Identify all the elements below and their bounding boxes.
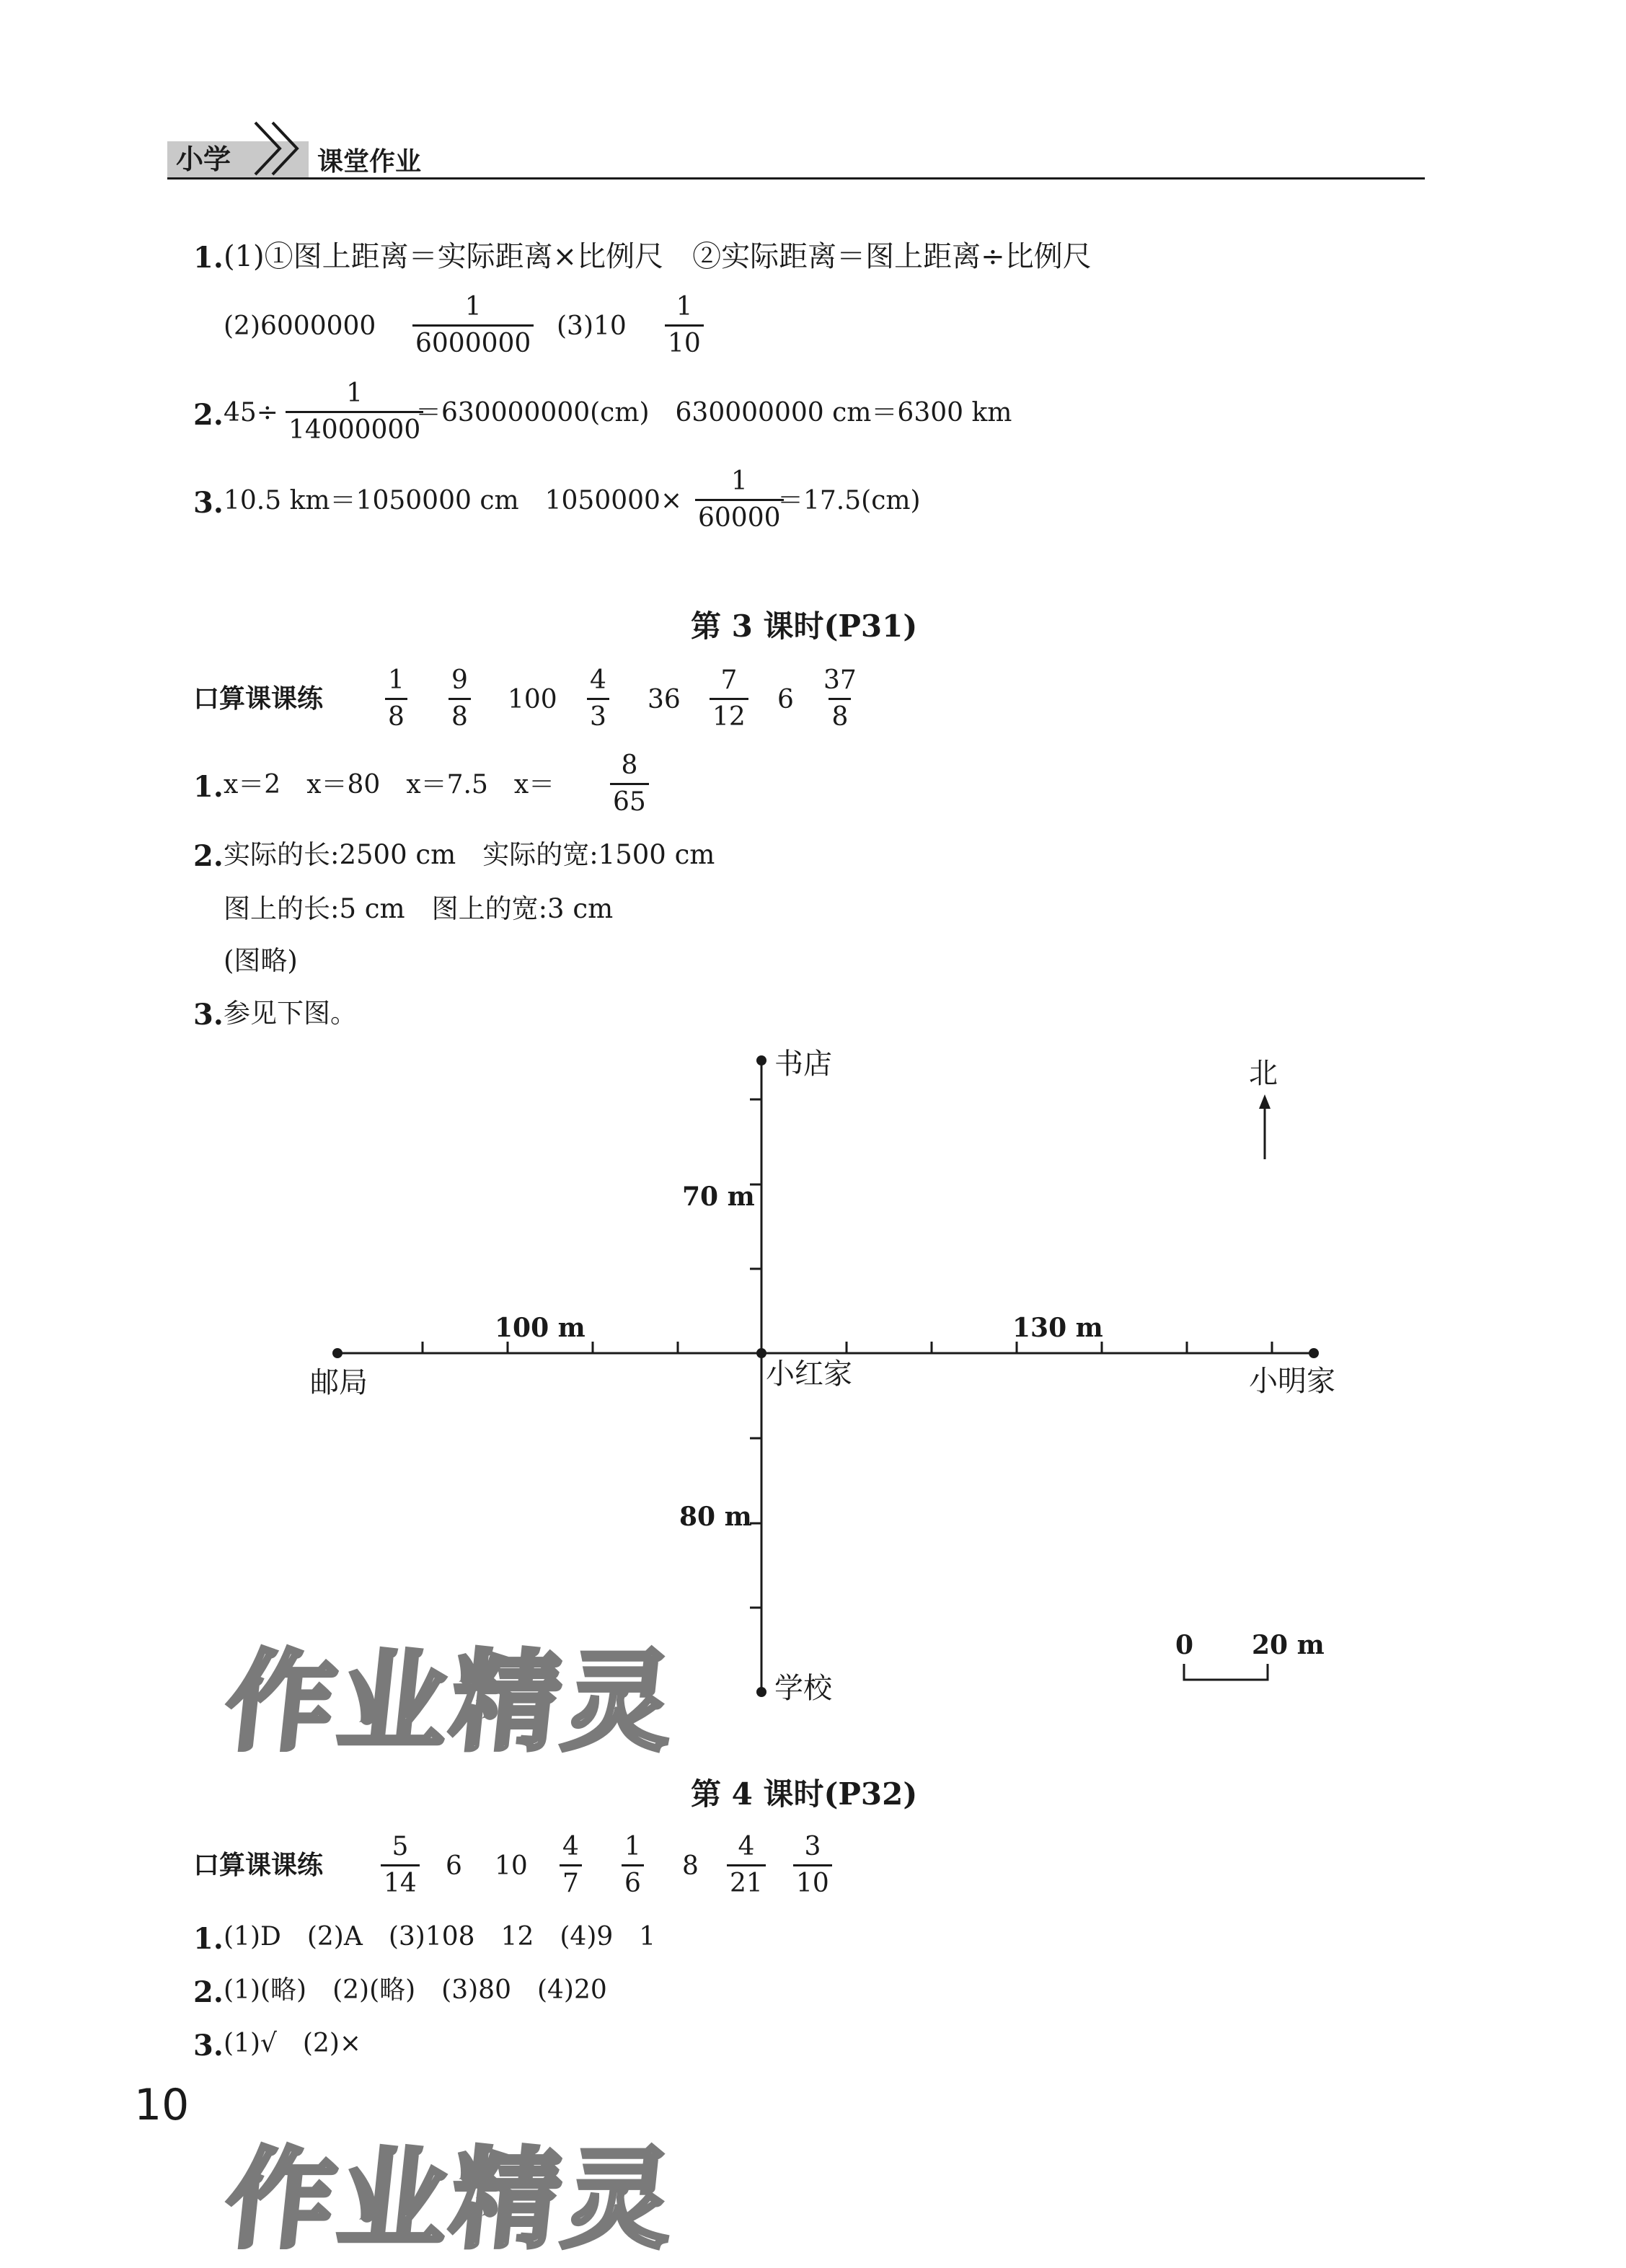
- point-bookstore: [756, 1055, 766, 1066]
- scale-zero: 0: [1175, 1630, 1194, 1660]
- north-arrow-head: [1259, 1094, 1271, 1109]
- fraction-numerator: 5: [392, 1832, 409, 1861]
- q2-post: ＝630000000(cm) 630000000 cm＝6300 km: [415, 398, 1012, 428]
- fraction-denominator: 14: [381, 1864, 420, 1897]
- oral-fraction: [622, 1834, 644, 1897]
- fraction-numerator: 7: [720, 665, 738, 695]
- label-xiaohong-home: 小红家: [766, 1357, 852, 1391]
- oral-fraction: [727, 1834, 766, 1897]
- oral-value: 6: [777, 685, 794, 714]
- fraction-denominator: 8: [385, 698, 407, 730]
- oral-value: 100: [508, 685, 557, 714]
- l4-q3-text: (1)√ (2)×: [224, 2029, 362, 2058]
- l4-q1-text: (1)D (2)A (3)108 12 (4)9 1: [224, 1922, 656, 1952]
- fraction-denominator: 8: [449, 698, 471, 730]
- point-school: [756, 1687, 766, 1697]
- scale-unit: 20 m: [1252, 1630, 1325, 1660]
- oral-value: 36: [648, 685, 681, 714]
- watermark: 作业精灵: [220, 1640, 684, 1766]
- fraction-denominator: 6000000: [412, 324, 534, 357]
- l3-q1-text: x＝2 x＝80 x＝7.5 x＝: [224, 770, 555, 799]
- l4-q2-text: (1)(略) (2)(略) (3)80 (4)20: [224, 1975, 607, 2005]
- l3-q2-line2: 图上的长:5 cm 图上的宽:3 cm: [224, 893, 614, 924]
- header-title: 课堂作业: [317, 147, 422, 177]
- l4-q2-number: 2.: [193, 1975, 224, 2009]
- fraction-numerator: 1: [464, 292, 482, 322]
- l3-q2-line3: (图略): [224, 945, 298, 976]
- label-post-office: 邮局: [310, 1366, 368, 1399]
- fraction-numerator: 1: [346, 378, 363, 408]
- fraction-numerator: 3: [804, 1832, 821, 1861]
- label-dist-east: 130 m: [1012, 1313, 1103, 1343]
- label-dist-west: 100 m: [495, 1313, 586, 1343]
- lesson4-oral-label: 口算课课练: [193, 1851, 324, 1880]
- fraction-numerator: 8: [621, 750, 638, 780]
- q1-line1: (1)①图上距离＝实际距离×比例尺 ②实际距离＝图上距离÷比例尺: [224, 240, 1092, 273]
- fraction-denominator: 21: [727, 1864, 766, 1897]
- fraction-denominator: 65: [610, 783, 649, 815]
- lesson4-title: 第 4 课时(P32): [691, 1776, 918, 1812]
- label-dist-south: 80 m: [679, 1502, 752, 1532]
- label-xiaoming-home: 小明家: [1249, 1365, 1335, 1398]
- fraction-numerator: 37: [823, 665, 857, 695]
- fraction-numerator: 4: [738, 1832, 755, 1861]
- l3-q1-number: 1.: [193, 770, 224, 804]
- fraction-numerator: 1: [388, 665, 405, 695]
- oral-fraction: [793, 1834, 832, 1897]
- q1-part3-label: (3)10: [557, 311, 627, 341]
- fraction-denominator: 7: [560, 1864, 582, 1897]
- q3-pre: 10.5 km＝1050000 cm 1050000×: [224, 486, 683, 515]
- l3-q3-text: 参见下图。: [224, 998, 357, 1029]
- oral-value: 10: [495, 1851, 528, 1881]
- label-school: 学校: [774, 1672, 832, 1705]
- fraction-denominator: 6: [622, 1864, 644, 1897]
- point-xiaoming-home: [1309, 1348, 1319, 1358]
- q1-number: 1.: [193, 241, 224, 275]
- l4-q3-number: 3.: [193, 2029, 224, 2063]
- point-xiaohong-home: [756, 1348, 766, 1358]
- oral-fraction: [381, 1834, 420, 1897]
- fraction-denominator: 60000: [695, 499, 784, 531]
- label-north: 北: [1249, 1057, 1278, 1090]
- point-post-office: [332, 1348, 343, 1358]
- watermark: 作业精灵: [220, 2138, 684, 2263]
- fraction-numerator: 1: [624, 1832, 641, 1861]
- q3-number: 3.: [193, 486, 224, 520]
- label-bookstore: 书店: [774, 1047, 832, 1081]
- fraction-numerator: 1: [676, 292, 693, 322]
- q2-pre: 45÷: [224, 398, 278, 428]
- fraction-denominator: 8: [829, 698, 851, 730]
- fraction-numerator: 4: [562, 1832, 579, 1861]
- scale-bar: [1184, 1664, 1268, 1680]
- fraction-denominator: 10: [665, 324, 704, 357]
- fraction-numerator: 4: [590, 665, 606, 695]
- fraction-denominator: 3: [587, 698, 609, 730]
- fraction-numerator: 1: [730, 466, 748, 496]
- page-number: 10: [134, 2080, 190, 2130]
- lesson3-title: 第 3 课时(P31): [691, 608, 918, 644]
- oral-value: 8: [682, 1851, 699, 1881]
- fraction-numerator: 9: [451, 665, 468, 695]
- l4-q1-number: 1.: [193, 1922, 224, 1956]
- q2-number: 2.: [193, 398, 224, 432]
- fraction-denominator: 10: [793, 1864, 832, 1897]
- label-dist-north: 70 m: [682, 1182, 755, 1212]
- q3-post: ＝17.5(cm): [777, 486, 921, 515]
- oral-fraction: [560, 1834, 582, 1897]
- l3-q2-line1: 实际的长:2500 cm 实际的宽:1500 cm: [224, 839, 715, 870]
- l3-q3-number: 3.: [193, 998, 224, 1032]
- l3-q2-number: 2.: [193, 839, 224, 873]
- fraction-denominator: 12: [710, 698, 748, 730]
- q1-part2-label: (2)6000000: [224, 311, 376, 341]
- header-badge: 小学: [176, 143, 231, 175]
- lesson3-oral-label: 口算课课练: [193, 684, 324, 714]
- fraction-denominator: 14000000: [286, 411, 423, 443]
- oral-value: 6: [446, 1851, 462, 1881]
